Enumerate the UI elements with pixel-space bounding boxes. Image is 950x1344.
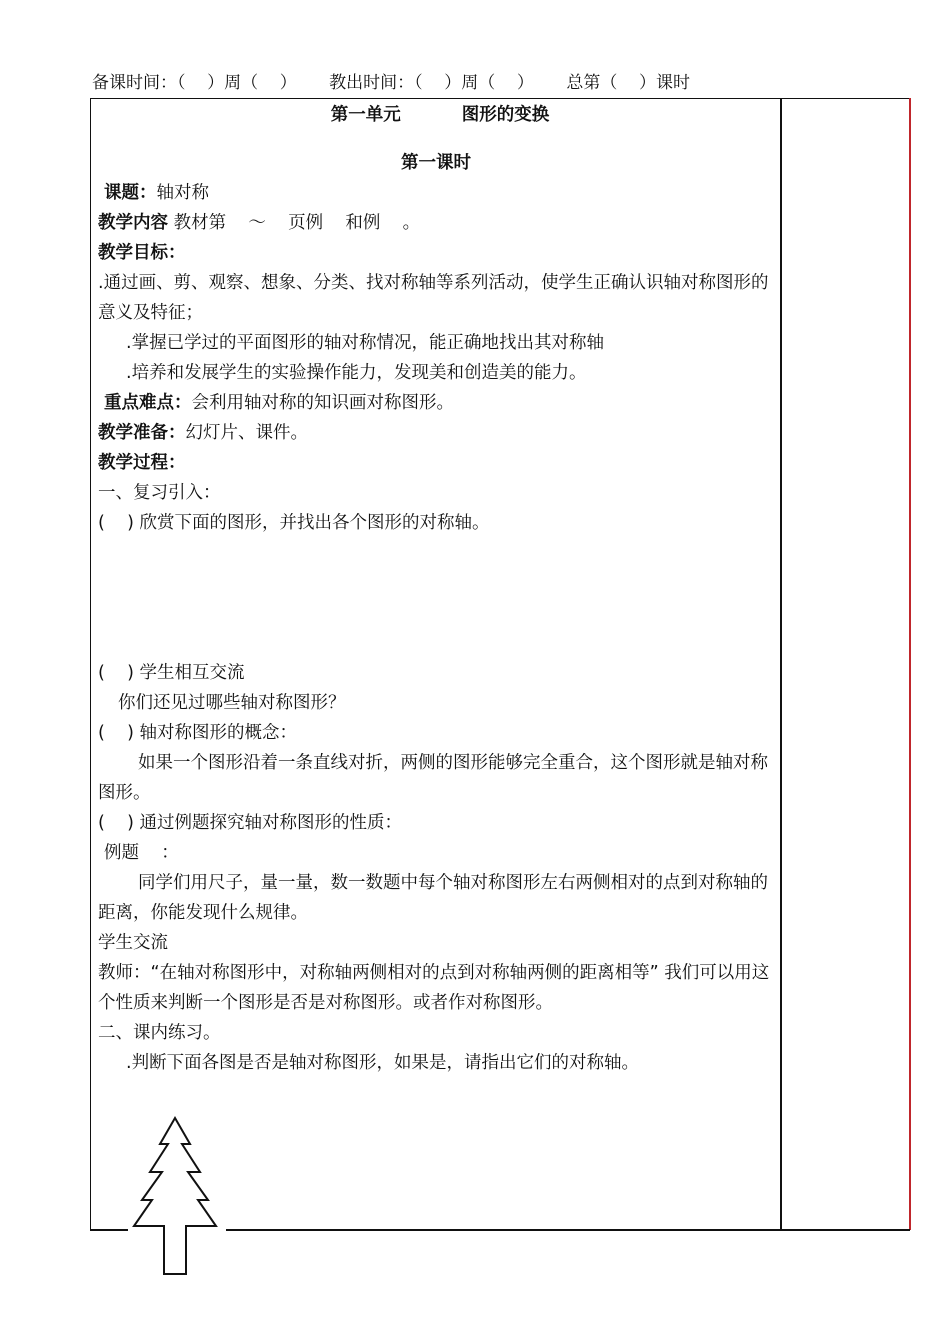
page-header bbox=[92, 68, 690, 93]
tree-outline bbox=[134, 1118, 216, 1274]
tree-figure bbox=[130, 1114, 220, 1278]
key-points-value: 会利用轴对称的知识画对称图形。 bbox=[191, 393, 454, 413]
unit-heading bbox=[98, 100, 774, 130]
content-label: 教学内容 bbox=[98, 213, 168, 233]
key-points-line bbox=[98, 388, 774, 418]
teach-time: 教出时间：（ ）周（ ） bbox=[329, 73, 534, 93]
exercise-item: .判断下面各图是否是轴对称图形，如果是，请指出它们的对称轴。 bbox=[126, 1053, 640, 1073]
teacher-text: 教师：“在轴对称图形中，对称轴两侧相对的点到对称轴两侧的距离相等” 我们可以用这个性质来判断一个图形是否是对称图形。或者作对称图形。 bbox=[98, 963, 770, 1013]
student-exchange: 学生交流 bbox=[98, 933, 168, 953]
table-bottom-rule bbox=[90, 1229, 128, 1231]
table-bottom-rule bbox=[226, 1229, 910, 1231]
content-value: 教材第 ～ 页例 和例 。 bbox=[173, 213, 421, 233]
topic-line bbox=[98, 178, 774, 208]
step-item: ( ) 学生相互交流 bbox=[98, 663, 245, 683]
content-line bbox=[98, 208, 774, 238]
step-item: ( ) 通过例题探究轴对称图形的性质： bbox=[98, 813, 402, 833]
prep-line bbox=[98, 418, 774, 448]
goal-item: .培养和发展学生的实验操作能力，发现美和创造美的能力。 bbox=[126, 363, 587, 383]
prep-value: 幻灯片、课件。 bbox=[185, 423, 308, 443]
goal-item: .掌握已学过的平面图形的轴对称情况，能正确地找出其对称轴 bbox=[126, 333, 605, 353]
figure-area bbox=[98, 538, 774, 658]
section-heading: 一、复习引入： bbox=[98, 483, 221, 503]
goal-item: .通过画、剪、观察、想象、分类、找对称轴等系列活动，使学生正确认识轴对称图形的意义及特征； bbox=[98, 273, 769, 323]
concept-text: 如果一个图形沿着一条直线对折，两侧的图形能够完全重合，这个图形就是轴对称图形。 bbox=[98, 753, 768, 803]
unit-title: 图形的变换 bbox=[461, 105, 550, 125]
column-divider bbox=[780, 98, 782, 1230]
unit-name: 第一单元 bbox=[330, 105, 401, 125]
section-heading: 二、课内练习。 bbox=[98, 1023, 221, 1043]
example-label: 例题 ： bbox=[104, 843, 179, 863]
step-item: ( ) 轴对称图形的概念： bbox=[98, 723, 297, 743]
example-text: 同学们用尺子，量一量，数一数题中每个轴对称图形左右两侧相对的点到对称轴的距离，你能发现什么规律。 bbox=[98, 873, 768, 923]
table-edge bbox=[909, 98, 911, 1230]
lesson-heading: 第一课时 bbox=[401, 153, 471, 173]
total-lessons: 总第（ ）课时 bbox=[566, 73, 690, 93]
prep-label: 教学准备： bbox=[98, 423, 186, 443]
process-label: 教学过程： bbox=[98, 453, 186, 473]
topic-value: 轴对称 bbox=[156, 183, 209, 203]
lesson-plan-body bbox=[98, 100, 774, 1078]
key-points-label: 重点难点： bbox=[104, 393, 192, 413]
topic-label: 课题： bbox=[104, 183, 157, 203]
question-text: 你们还见过哪些轴对称图形？ bbox=[118, 693, 346, 713]
step-item: ( ) 欣赏下面的图形，并找出各个图形的对称轴。 bbox=[98, 513, 490, 533]
goals-label: 教学目标： bbox=[98, 243, 186, 263]
prep-time: 备课时间：（ ）周（ ） bbox=[92, 73, 297, 93]
